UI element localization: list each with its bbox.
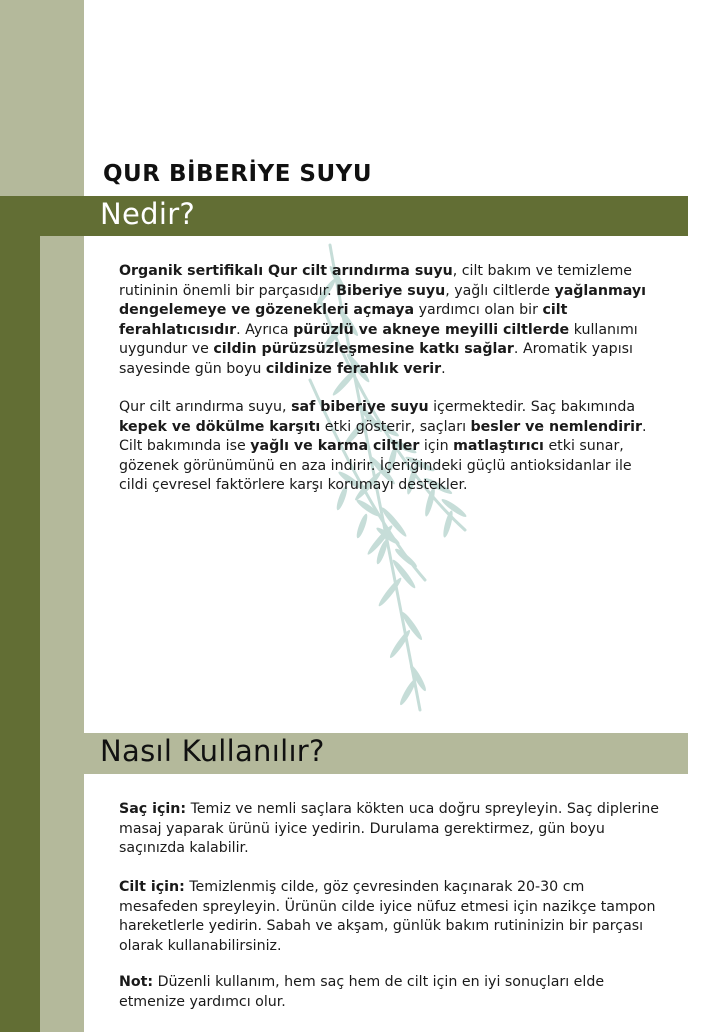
usage-skin xyxy=(119,878,664,956)
p1-run: . xyxy=(441,360,446,377)
p2-run: . Cilt bakımında ise xyxy=(119,418,647,455)
p2-run: kepek ve dökülme karşıtı xyxy=(119,418,321,435)
section-band-what xyxy=(0,196,688,236)
usage-skin-text: Temizlenmiş cilde, göz çevresinden kaçınarak 20-30 cm mesafeden spreyleyin. Ürünün cilde iyice nüfuz etmesi için nazikçe tampon hareketlerle yedirin. Sabah ve akşam, günlük bakım rutininizin bir parçası olarak kullanabilirsiniz. xyxy=(119,879,656,954)
section-title-usage: Nasıl Kullanılır? xyxy=(100,734,325,768)
p2-run: saf biberiye suyu xyxy=(291,399,429,415)
p2-run: için xyxy=(419,438,454,455)
p2-run: içermektedir. Saç bakımında xyxy=(428,399,636,415)
product-title: QUR BİBERİYE SUYU xyxy=(103,161,372,187)
p2-run: besler ve nemlendirir xyxy=(470,418,642,435)
p2-run: Qur cilt arındırma suyu, xyxy=(119,399,292,415)
p1-run: Biberiye suyu xyxy=(336,282,446,299)
usage-note xyxy=(119,973,664,1012)
usage-hair-label: Saç için: xyxy=(119,801,187,817)
p1-run: cilt ferahlatıcısıdır xyxy=(119,302,568,338)
usage-hair xyxy=(119,800,664,859)
p1-run: . Ayrıca xyxy=(236,321,294,338)
p1-run: cildinize ferahlık verir xyxy=(265,360,442,377)
about-paragraph-1 xyxy=(119,262,659,380)
p2-run: yağlı ve karma ciltler xyxy=(250,438,420,455)
usage-hair-text: Temiz ve nemli saçlara kökten uca doğru spreyleyin. Saç diplerine masaj yaparak ürünü iyice yedirin. Durulama gerektirmez, gün boyu saçınızda kalabilir. xyxy=(119,801,660,857)
p1-run: pürüzlü ve akneye meyilli ciltlerde xyxy=(293,321,570,338)
p2-run: etki sunar, gözenek görünümünü en aza indirir. xyxy=(119,438,624,474)
usage-note-text: Düzenli kullanım, hem saç hem de cilt için en iyi sonuçları elde etmenize yardımcı olur. xyxy=(119,974,605,1010)
p1-run: yağlanmayı dengelemeye ve gözenekleri açmaya xyxy=(119,282,646,319)
section-band-usage xyxy=(84,733,688,774)
usage-skin-label: Cilt için: xyxy=(119,879,185,895)
left-stripe-dark xyxy=(0,236,40,1032)
p1-run: Organik sertifikalı Qur cilt arındırma suyu xyxy=(119,263,453,279)
p1-run: kullanımı uygundur ve xyxy=(119,321,638,358)
p1-run: , yağlı ciltlerde xyxy=(445,282,555,299)
p1-run: , cilt bakım ve temizleme rutininin önemli bir parçasıdır. xyxy=(119,263,633,299)
about-paragraph-2 xyxy=(119,398,659,496)
p2-run: matlaştırıcı xyxy=(453,438,544,455)
band-corner xyxy=(0,196,40,236)
section-title-what: Nedir? xyxy=(100,197,196,231)
p2-run: etki gösterir, saçları xyxy=(320,418,471,435)
usage-note-label: Not: xyxy=(119,974,154,990)
p2-run: İçeriğindeki güçlü antioksidanlar ile cildi çevresel faktörlere karşı korumayı destekler. xyxy=(119,457,632,494)
p1-run: cildin pürüzsüzleşmesine katkı sağlar xyxy=(213,341,514,358)
p1-run: . Aromatik yapısı sayesinde gün boyu xyxy=(119,341,633,377)
p1-run: yardımcı olan bir xyxy=(414,302,543,319)
